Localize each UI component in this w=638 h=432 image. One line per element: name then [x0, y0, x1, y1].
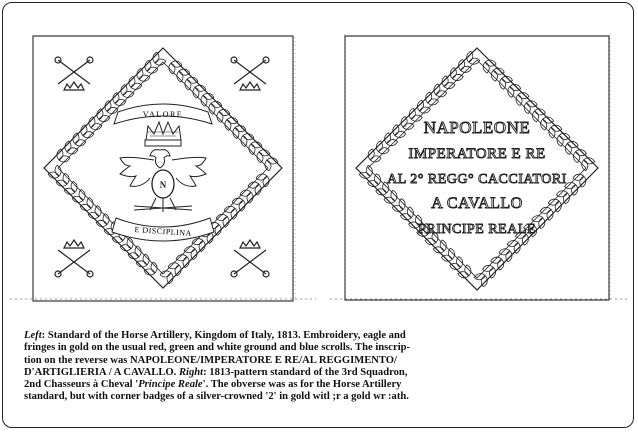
eagle-icon: [120, 150, 206, 212]
svg-text:N: N: [159, 180, 167, 190]
figure-caption: [24, 330, 624, 404]
scroll-text-disciplina: E DISCIPLINA: [134, 225, 193, 238]
left-top-scroll: [114, 104, 212, 124]
scroll-text-valore: VALORE: [142, 110, 184, 119]
caption-line-6: standard, but with corner badges of a silver-crowned '2' in gold witl ;r a gold wr :ath.: [24, 391, 409, 403]
left-standard: [10, 36, 316, 303]
left-laurel-wreath: [44, 48, 282, 288]
inscription-line-2: IMPERATORE E RE: [408, 146, 546, 162]
right-laurel-leaves: [359, 51, 595, 287]
right-laurel-wreath: [356, 48, 598, 290]
inscription-line-1: NAPOLEONE: [423, 118, 531, 137]
caption-line-5: 2nd Chasseurs à Cheval 'Principe Reale'. The obverse was as for the Horse Artillery: [24, 379, 402, 391]
caption-line-3: tion on the reverse was NAPOLEONE/IMPERATORE E RE/AL REGGIMENTO/: [24, 354, 397, 366]
inscription-line-5: PRINCIPE REALE: [418, 222, 536, 237]
right-standard: [330, 34, 628, 302]
caption-line-2: fringes in gold on the usual red, green and white ground and blue scrolls. The inscrip-: [24, 342, 411, 354]
caption-line-4: D'ARTIGLIERIA / A CAVALLO. Right: 1813-pattern standard of the 3rd Squadron,: [24, 366, 408, 378]
right-flag-outline: [345, 36, 609, 300]
iron-crown-icon: [145, 122, 181, 146]
caption-left-label: Left: [24, 330, 42, 341]
caption-principe-reale: Principe Reale: [138, 379, 203, 391]
inscription-line-3: AL 2° REGG° CACCIATORI: [387, 172, 567, 187]
caption-right-label: Right: [178, 366, 204, 378]
caption-line-1: Left: Standard of the Horse Artillery, Kingdom of Italy, 1813. Embroidery, eagle and: [24, 330, 406, 341]
right-inscription: [387, 118, 567, 237]
inscription-line-4: A CAVALLO: [431, 195, 523, 212]
